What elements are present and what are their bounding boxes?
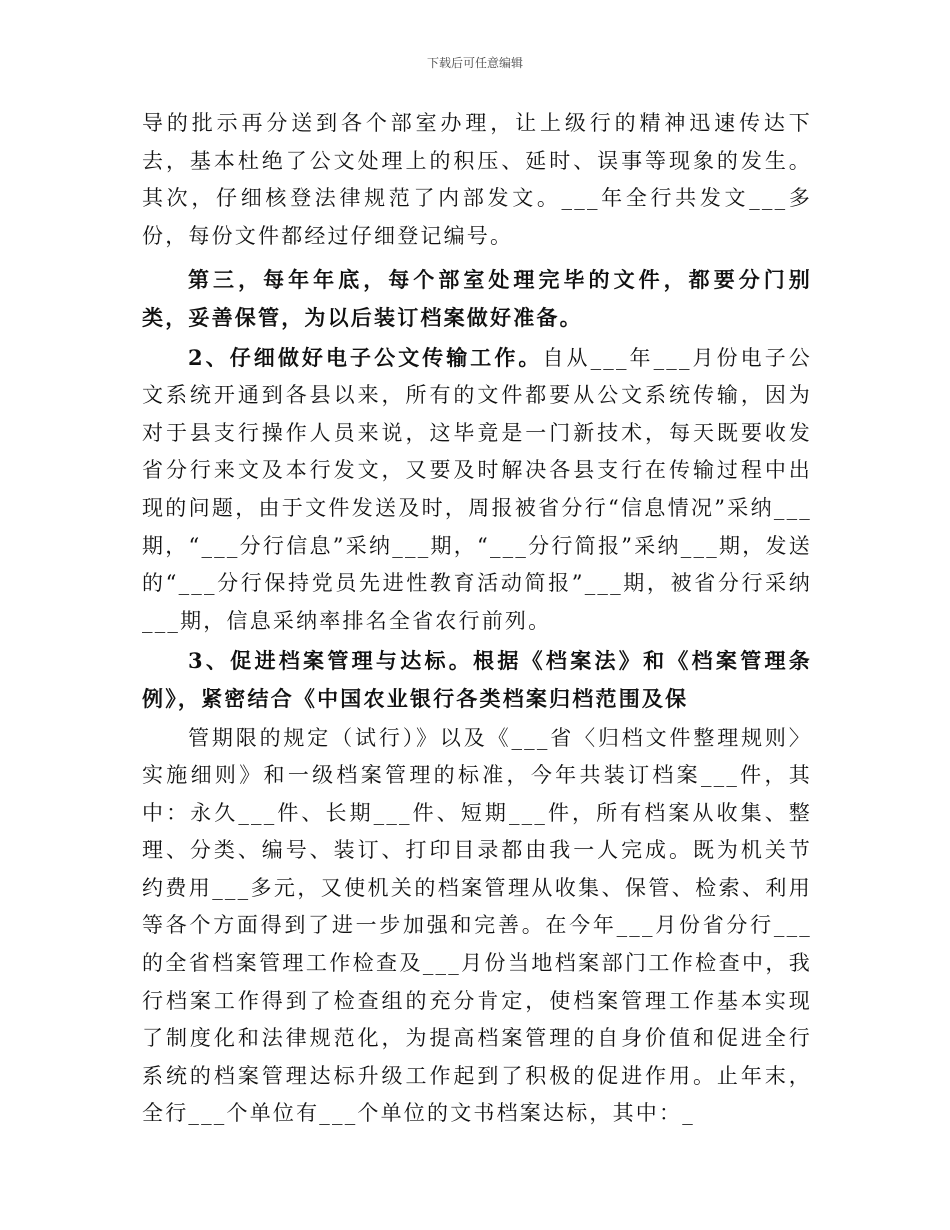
document-body xyxy=(142,105,812,1133)
paragraph-5: 管期限的规定（试行）》以及《___省〈归档文件整理规则〉实施细则》和一级档案管理的标准，今年共装订档案___件，其中：永久___件、长期___件、短期___件，所有档案从收集、整理、分类、编号、装订、打印目录都由我一人完成。既为机关节约费用___多元，又使机关的档案管理从收集、保管、检索、利用等各个方面得到了进一步加强和完善。在今年___月份省分行___的全省档案管理工作检查及___月份当地档案部门工作检查中，我行档案工作得到了检查组的充分肯定，使档案管理工作基本实现了制度化和法律规范化，为提高档案管理的自身价值和促进全行系统的档案管理达标升级工作起到了积极的促进作用。止年末，全行___个单位有___个单位的文书档案达标，其中：_ xyxy=(142,725,812,1126)
paragraph-3 xyxy=(142,339,812,641)
paragraph-3-body: 自从___年___月份电子公文系统开通到各县以来，所有的文件都要从公文系统传输，因为对于县支行操作人员来说，这毕竟是一门新技术，每天既要收发省分行来文及本行发文，又要及时解决各县支行在传输过程中出现的问题，由于文件发送及时，周报被省分行“信息情况”采纳___期，“___分行信息”采纳___期，“___分行简报”采纳___期，发送的“___分行保持党员先进性教育活动简报”___期，被省分行采纳___期，信息采纳率排名全省农行前列。 xyxy=(142,345,812,633)
paragraph-2-bold: 第三，每年年底，每个部室处理完毕的文件，都要分门别类，妥善保管，为以后装订档案做好准备。 xyxy=(142,267,812,330)
paragraph-3-heading: 2、仔细做好电子公文传输工作。 xyxy=(188,344,543,370)
page-header-note: 下载后可任意编辑 xyxy=(426,56,523,70)
paragraph-4-bold: 3、促进档案管理与达标。根据《档案法》和《档案管理条例》，紧密结合《中国农业银行各类档案归档范围及保 xyxy=(142,648,812,711)
paragraph-1: 导的批示再分送到各个部室办理，让上级行的精神迅速传达下去，基本杜绝了公文处理上的积压、延时、误事等现象的发生。其次，仔细核登法律规范了内部发文。___年全行共发文___多份，每份文件都经过仔细登记编号。 xyxy=(142,111,812,248)
